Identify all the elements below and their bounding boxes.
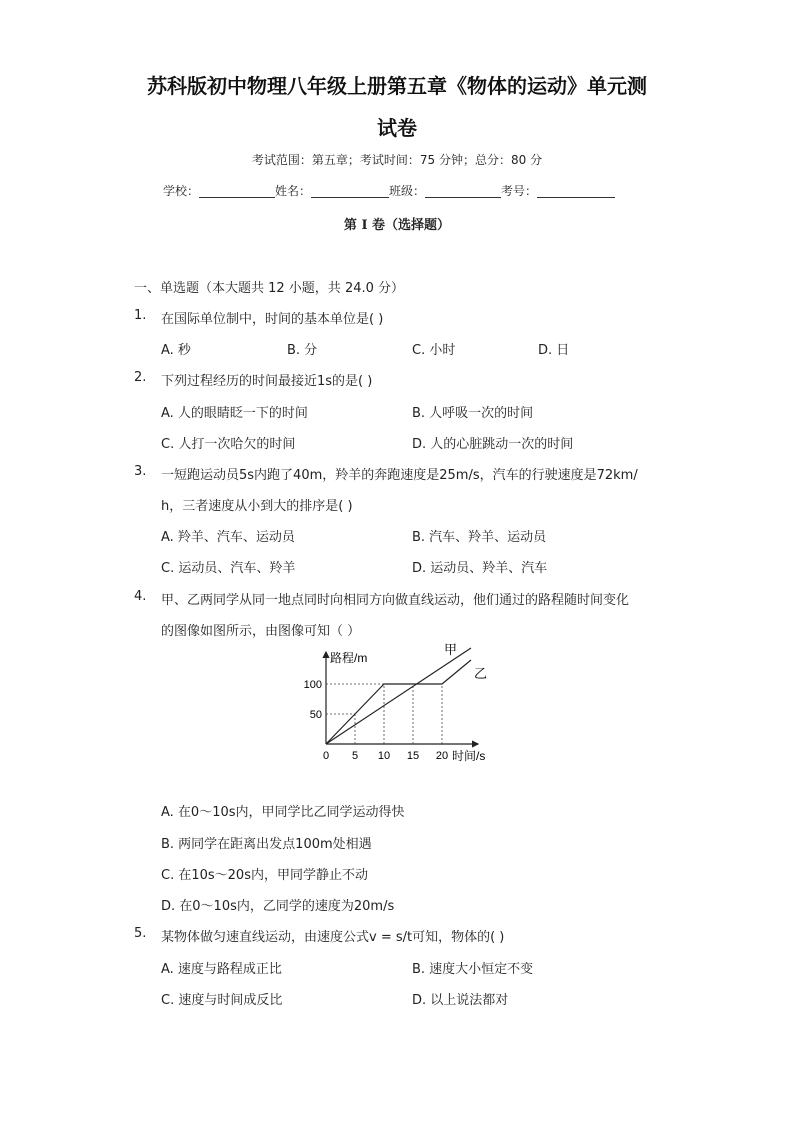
q3-stem-line1: 一短跑运动员5s内跑了40m，羚羊的奔跑速度是25m/s，汽车的行驶速度是72km/	[161, 468, 638, 483]
q1-number: 1.	[134, 308, 147, 323]
exam-title-line2: 试卷	[377, 116, 417, 140]
q2-number: 2.	[134, 370, 147, 385]
number-field[interactable]	[537, 183, 615, 198]
q2-option-a[interactable]: A. 人的眼睛眨一下的时间	[161, 406, 308, 421]
q1-option-b[interactable]: B. 分	[287, 343, 318, 358]
x-tick-label: 5	[351, 750, 359, 762]
section-heading-text: 一、单选题（本大题共 12 小题，共 24.0 分）	[134, 281, 405, 296]
class-field[interactable]	[425, 183, 501, 198]
q3-option-a[interactable]: A. 羚羊、汽车、运动员	[161, 530, 295, 545]
number-label: 考号：	[501, 184, 538, 198]
q1-option-c[interactable]: C. 小时	[412, 343, 456, 358]
q1-option-a[interactable]: A. 秒	[161, 343, 191, 358]
q3-option-c[interactable]: C. 运动员、汽车、羚羊	[161, 561, 296, 576]
q3-stem-line2: h，三者速度从小到大的排序是( )	[161, 499, 353, 514]
school-field[interactable]	[199, 183, 275, 198]
class-label: 班级：	[389, 184, 426, 198]
q2-option-c[interactable]: C. 人打一次哈欠的时间	[161, 437, 296, 452]
school-label: 学校：	[163, 184, 200, 198]
student-info-row	[163, 182, 615, 199]
x-tick-label: 10	[377, 750, 391, 762]
reference-lines	[326, 684, 442, 744]
x-axis-label: 时间/s	[452, 749, 486, 763]
q3-number: 3.	[134, 464, 147, 479]
q5-option-d[interactable]: D. 以上说法都对	[412, 993, 509, 1008]
q4-stem-line1: 甲、乙两同学从同一地点同时向相同方向做直线运动，他们通过的路程随时间变化	[161, 593, 630, 608]
q5-number: 5.	[134, 926, 147, 941]
q5-option-c[interactable]: C. 速度与时间成反比	[161, 993, 283, 1008]
series-line-jia	[326, 660, 471, 744]
x-tick-label: 15	[406, 750, 420, 762]
x-tick-label: 0	[322, 750, 330, 762]
q4-option-a[interactable]: A. 在0～10s内，甲同学比乙同学运动得快	[161, 805, 405, 820]
exam-info: 考试范围：第五章；考试时间：75 分钟；总分：80 分	[251, 153, 543, 167]
q3-option-b[interactable]: B. 汽车、羚羊、运动员	[412, 530, 547, 545]
q4-number: 4.	[134, 589, 147, 604]
q4-distance-time-graph	[296, 640, 496, 770]
name-label: 姓名：	[275, 184, 312, 198]
q2-option-d[interactable]: D. 人的心脏跳动一次的时间	[412, 437, 574, 452]
series-label-jia: 甲	[444, 642, 458, 657]
y-tick-labels	[304, 679, 322, 721]
q5-option-a[interactable]: A. 速度与路程成正比	[161, 962, 282, 977]
section-heading	[134, 277, 404, 296]
q1-stem: 在国际单位制中，时间的基本单位是( )	[161, 312, 384, 327]
q4-option-b[interactable]: B. 两同学在距离出发点100m处相遇	[161, 837, 372, 852]
q1-option-d[interactable]: D. 日	[538, 343, 570, 358]
volume-heading: 第 I 卷（选择题）	[343, 218, 451, 233]
q3-option-d[interactable]: D. 运动员、羚羊、汽车	[412, 561, 548, 576]
q4-option-c[interactable]: C. 在10s～20s内，甲同学静止不动	[161, 868, 368, 883]
x-tick-label: 20	[435, 750, 449, 762]
q5-stem: 某物体做匀速直线运动，由速度公式v = s/t可知，物体的( )	[161, 930, 505, 945]
q2-option-b[interactable]: B. 人呼吸一次的时间	[412, 406, 534, 421]
q4-option-d[interactable]: D. 在0～10s内，乙同学的速度为20m/s	[161, 899, 395, 914]
y-tick-label: 50	[309, 709, 322, 721]
y-axis-label: 路程/m	[330, 651, 368, 665]
name-field[interactable]	[311, 183, 389, 198]
q2-stem: 下列过程经历的时间最接近1s的是( )	[161, 374, 373, 389]
series-label-yi: 乙	[474, 666, 488, 681]
q4-stem-line2: 的图像如图所示，由图像可知（ ）	[161, 624, 361, 639]
exam-title-line1: 苏科版初中物理八年级上册第五章《物体的运动》单元测	[147, 74, 647, 98]
q5-option-b[interactable]: B. 速度大小恒定不变	[412, 962, 534, 977]
y-tick-label: 100	[303, 679, 322, 691]
x-tick-labels	[323, 750, 448, 762]
